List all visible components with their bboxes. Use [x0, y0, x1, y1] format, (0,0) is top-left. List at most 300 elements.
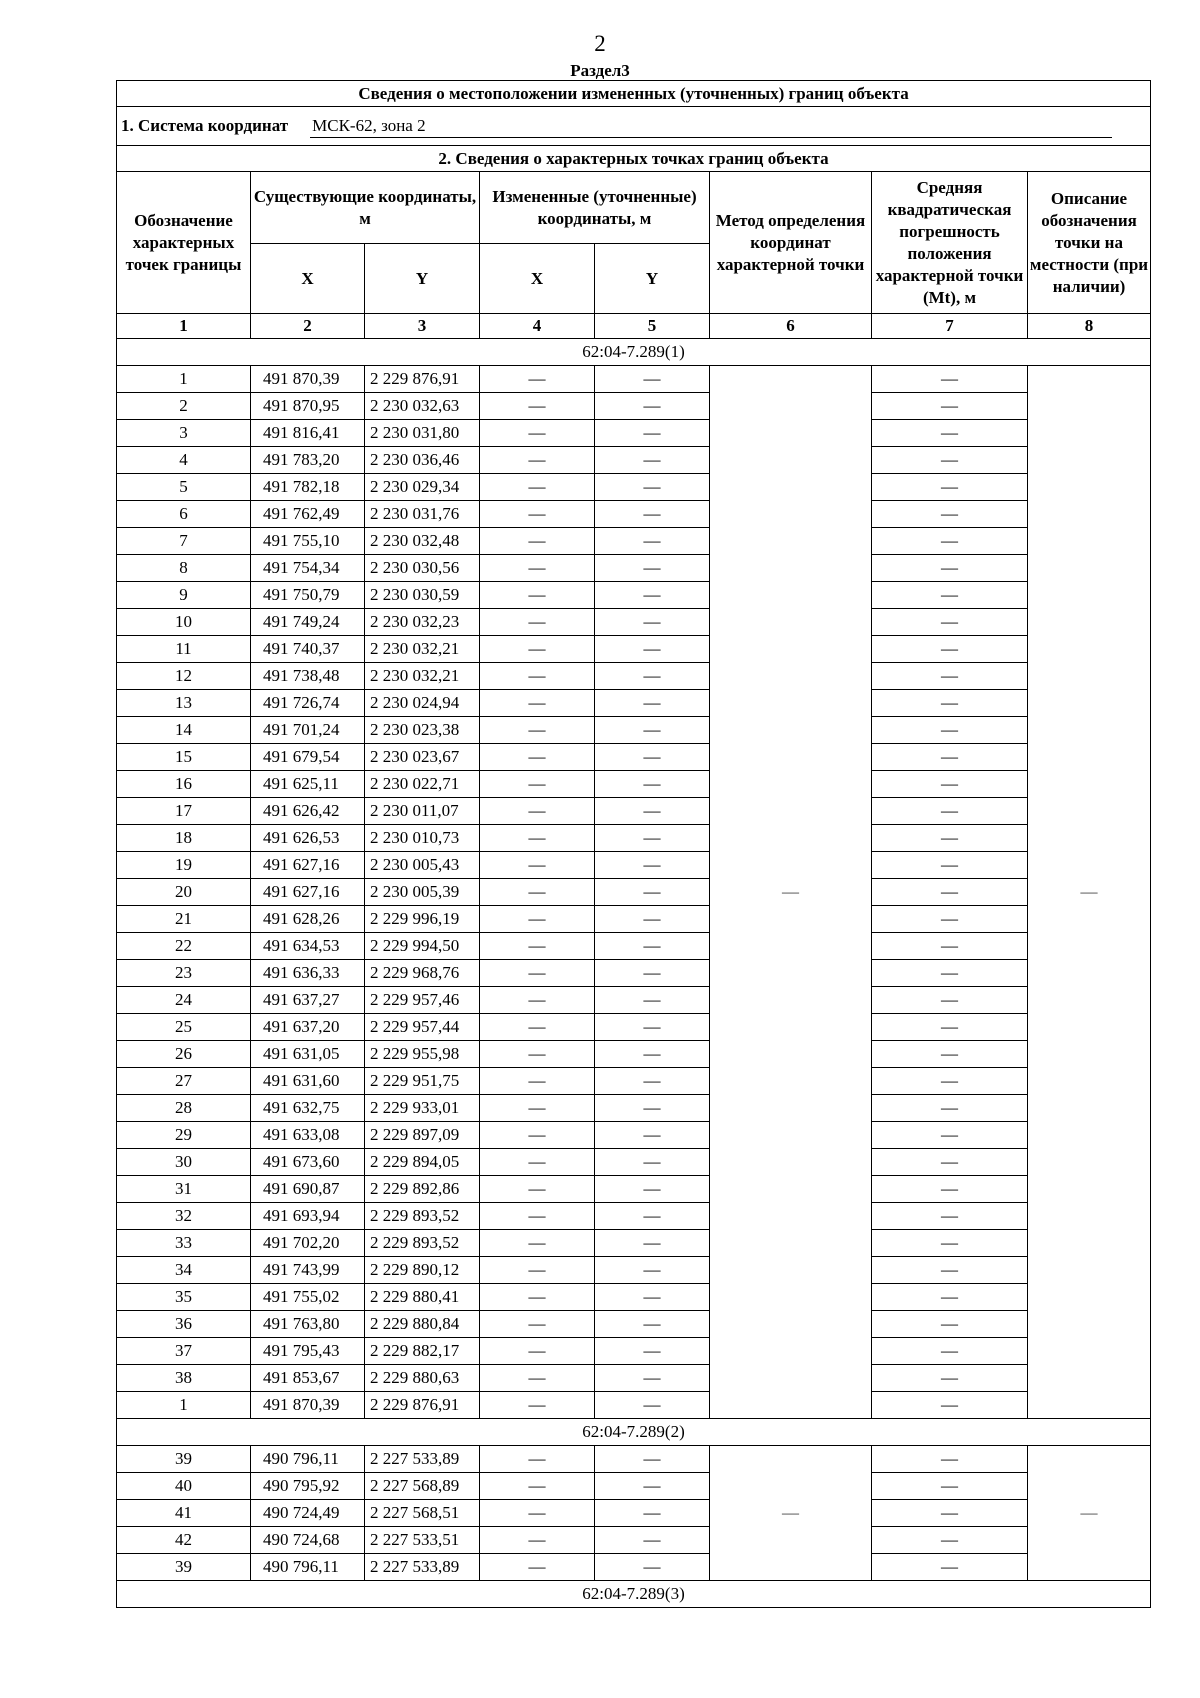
error-cell: — [872, 1473, 1028, 1500]
table-row [117, 474, 1151, 501]
existing-x: 491 702,20 [251, 1230, 365, 1257]
error-cell: — [872, 798, 1028, 825]
method-cell: — [710, 366, 872, 1419]
point-number: 27 [117, 1068, 251, 1095]
table-row [117, 582, 1151, 609]
changed-y: — [595, 933, 710, 960]
group-row [117, 1419, 1151, 1446]
existing-x: 491 750,79 [251, 582, 365, 609]
changed-y: — [595, 744, 710, 771]
table-row [117, 528, 1151, 555]
existing-x: 491 631,60 [251, 1068, 365, 1095]
existing-x: 491 626,42 [251, 798, 365, 825]
table-row [117, 393, 1151, 420]
table-row [117, 906, 1151, 933]
changed-y: — [595, 474, 710, 501]
point-number: 13 [117, 690, 251, 717]
header-changed-coords: Измененные (уточненные) координаты, м [480, 172, 710, 244]
existing-y: 2 229 893,52 [365, 1230, 480, 1257]
existing-x: 490 795,92 [251, 1473, 365, 1500]
existing-x: 491 627,16 [251, 879, 365, 906]
changed-x: — [480, 960, 595, 987]
error-cell: — [872, 582, 1028, 609]
table-body [117, 339, 1151, 1608]
changed-x: — [480, 1473, 595, 1500]
page-number: 2 [594, 31, 606, 56]
col-number: 3 [365, 314, 480, 339]
changed-x: — [480, 1392, 595, 1419]
point-number: 25 [117, 1014, 251, 1041]
error-cell: — [872, 1500, 1028, 1527]
existing-x: 491 632,75 [251, 1095, 365, 1122]
error-cell: — [872, 447, 1028, 474]
changed-y: — [595, 1554, 710, 1581]
error-cell: — [872, 1392, 1028, 1419]
changed-y: — [595, 1041, 710, 1068]
point-number: 31 [117, 1176, 251, 1203]
point-number: 4 [117, 447, 251, 474]
changed-x: — [480, 1041, 595, 1068]
error-cell: — [872, 555, 1028, 582]
changed-y: — [595, 1176, 710, 1203]
existing-y: 2 230 032,23 [365, 609, 480, 636]
changed-x: — [480, 798, 595, 825]
point-number: 26 [117, 1041, 251, 1068]
error-cell: — [872, 1149, 1028, 1176]
changed-x: — [480, 987, 595, 1014]
table-row [117, 663, 1151, 690]
table-row [117, 501, 1151, 528]
changed-y: — [595, 1014, 710, 1041]
table-row [117, 717, 1151, 744]
header-error: Средняя квадратическая погрешность положения характерной точки (Mt), м [872, 172, 1028, 314]
table-row [117, 1095, 1151, 1122]
col-number: 4 [480, 314, 595, 339]
error-cell: — [872, 717, 1028, 744]
error-cell: — [872, 744, 1028, 771]
point-number: 32 [117, 1203, 251, 1230]
changed-y: — [595, 690, 710, 717]
table-row [117, 1149, 1151, 1176]
table-row [117, 987, 1151, 1014]
table-row [117, 933, 1151, 960]
existing-y: 2 230 005,39 [365, 879, 480, 906]
existing-x: 491 763,80 [251, 1311, 365, 1338]
existing-y: 2 230 010,73 [365, 825, 480, 852]
existing-y: 2 230 029,34 [365, 474, 480, 501]
error-cell: — [872, 852, 1028, 879]
changed-y: — [595, 717, 710, 744]
table-row [117, 1338, 1151, 1365]
point-number: 40 [117, 1473, 251, 1500]
changed-y: — [595, 1446, 710, 1473]
changed-y: — [595, 1365, 710, 1392]
changed-x: — [480, 1311, 595, 1338]
point-number: 23 [117, 960, 251, 987]
error-cell: — [872, 501, 1028, 528]
header-existing-y: Y [365, 244, 480, 314]
changed-x: — [480, 906, 595, 933]
table-row [117, 879, 1151, 906]
error-cell: — [872, 393, 1028, 420]
changed-y: — [595, 906, 710, 933]
existing-x: 491 738,48 [251, 663, 365, 690]
existing-x: 491 755,02 [251, 1284, 365, 1311]
existing-y: 2 230 011,07 [365, 798, 480, 825]
existing-x: 491 625,11 [251, 771, 365, 798]
point-number: 41 [117, 1500, 251, 1527]
table-row [117, 1176, 1151, 1203]
changed-x: — [480, 1095, 595, 1122]
changed-x: — [480, 744, 595, 771]
subsection-title: 2. Сведения о характерных точках границ объекта [117, 146, 1151, 172]
changed-y: — [595, 1257, 710, 1284]
existing-y: 2 229 880,63 [365, 1365, 480, 1392]
point-number: 21 [117, 906, 251, 933]
existing-y: 2 230 032,21 [365, 663, 480, 690]
existing-x: 491 634,53 [251, 933, 365, 960]
existing-y: 2 227 533,89 [365, 1446, 480, 1473]
table-row [117, 1257, 1151, 1284]
existing-x: 491 673,60 [251, 1149, 365, 1176]
error-cell: — [872, 1041, 1028, 1068]
header-changed-x: X [480, 244, 595, 314]
existing-y: 2 229 951,75 [365, 1068, 480, 1095]
existing-x: 491 693,94 [251, 1203, 365, 1230]
existing-x: 491 783,20 [251, 447, 365, 474]
error-cell: — [872, 960, 1028, 987]
error-cell: — [872, 1338, 1028, 1365]
existing-y: 2 229 957,46 [365, 987, 480, 1014]
error-cell: — [872, 825, 1028, 852]
group-row [117, 339, 1151, 366]
changed-y: — [595, 582, 710, 609]
error-cell: — [872, 1365, 1028, 1392]
point-number: 37 [117, 1338, 251, 1365]
existing-y: 2 230 023,67 [365, 744, 480, 771]
existing-y: 2 229 893,52 [365, 1203, 480, 1230]
method-cell: — [710, 1446, 872, 1581]
col-number: 5 [595, 314, 710, 339]
existing-x: 490 724,49 [251, 1500, 365, 1527]
existing-y: 2 229 955,98 [365, 1041, 480, 1068]
existing-x: 491 631,05 [251, 1041, 365, 1068]
error-cell: — [872, 771, 1028, 798]
existing-y: 2 227 533,51 [365, 1527, 480, 1554]
error-cell: — [872, 420, 1028, 447]
point-number: 28 [117, 1095, 251, 1122]
point-number: 42 [117, 1527, 251, 1554]
existing-y: 2 230 031,80 [365, 420, 480, 447]
group-name: 62:04-7.289(2) [117, 1419, 1151, 1446]
error-cell: — [872, 366, 1028, 393]
changed-x: — [480, 609, 595, 636]
point-number: 39 [117, 1446, 251, 1473]
existing-x: 490 724,68 [251, 1527, 365, 1554]
changed-x: — [480, 1554, 595, 1581]
changed-y: — [595, 1122, 710, 1149]
point-number: 18 [117, 825, 251, 852]
changed-y: — [595, 555, 710, 582]
coord-system-label: 1. Система координат [121, 115, 289, 135]
table-row [117, 1203, 1151, 1230]
point-number: 1 [117, 366, 251, 393]
changed-x: — [480, 1230, 595, 1257]
existing-x: 491 782,18 [251, 474, 365, 501]
existing-y: 2 230 023,38 [365, 717, 480, 744]
existing-x: 491 626,53 [251, 825, 365, 852]
existing-x: 490 796,11 [251, 1446, 365, 1473]
table-row [117, 744, 1151, 771]
changed-x: — [480, 366, 595, 393]
table-row [117, 1527, 1151, 1554]
existing-x: 491 762,49 [251, 501, 365, 528]
changed-y: — [595, 609, 710, 636]
changed-x: — [480, 393, 595, 420]
existing-x: 491 636,33 [251, 960, 365, 987]
table-row [117, 1041, 1151, 1068]
table-row [117, 1365, 1151, 1392]
error-cell: — [872, 636, 1028, 663]
error-cell: — [872, 879, 1028, 906]
changed-x: — [480, 420, 595, 447]
changed-x: — [480, 501, 595, 528]
changed-y: — [595, 1203, 710, 1230]
table-row [117, 825, 1151, 852]
group-name: 62:04-7.289(3) [117, 1581, 1151, 1608]
table-row [117, 366, 1151, 393]
changed-y: — [595, 771, 710, 798]
existing-y: 2 227 568,51 [365, 1500, 480, 1527]
existing-x: 491 755,10 [251, 528, 365, 555]
boundary-table [116, 80, 1151, 1608]
existing-x: 491 816,41 [251, 420, 365, 447]
col-number: 8 [1028, 314, 1151, 339]
changed-y: — [595, 1338, 710, 1365]
description-cell: — [1028, 366, 1151, 1419]
error-cell: — [872, 1554, 1028, 1581]
existing-y: 2 230 005,43 [365, 852, 480, 879]
table-row [117, 1122, 1151, 1149]
point-number: 11 [117, 636, 251, 663]
changed-y: — [595, 636, 710, 663]
existing-x: 491 637,27 [251, 987, 365, 1014]
changed-y: — [595, 1230, 710, 1257]
table-row [117, 1014, 1151, 1041]
changed-x: — [480, 1122, 595, 1149]
changed-y: — [595, 528, 710, 555]
changed-x: — [480, 555, 595, 582]
table-row [117, 1554, 1151, 1581]
error-cell: — [872, 1122, 1028, 1149]
description-cell: — [1028, 1446, 1151, 1581]
changed-y: — [595, 1527, 710, 1554]
table-row [117, 555, 1151, 582]
error-cell: — [872, 1527, 1028, 1554]
existing-x: 491 743,99 [251, 1257, 365, 1284]
table-row [117, 1500, 1151, 1527]
changed-y: — [595, 960, 710, 987]
table-row [117, 420, 1151, 447]
changed-x: — [480, 636, 595, 663]
existing-y: 2 227 568,89 [365, 1473, 480, 1500]
changed-x: — [480, 825, 595, 852]
changed-x: — [480, 1338, 595, 1365]
changed-y: — [595, 1095, 710, 1122]
table-row [117, 1392, 1151, 1419]
changed-y: — [595, 1311, 710, 1338]
table-row [117, 1230, 1151, 1257]
changed-y: — [595, 1473, 710, 1500]
existing-x: 491 627,16 [251, 852, 365, 879]
existing-y: 2 230 032,48 [365, 528, 480, 555]
table-row [117, 1284, 1151, 1311]
point-number: 12 [117, 663, 251, 690]
header-existing-x: X [251, 244, 365, 314]
existing-y: 2 229 968,76 [365, 960, 480, 987]
existing-x: 491 870,39 [251, 1392, 365, 1419]
existing-x: 491 633,08 [251, 1122, 365, 1149]
changed-y: — [595, 663, 710, 690]
changed-x: — [480, 1446, 595, 1473]
changed-x: — [480, 474, 595, 501]
changed-x: — [480, 528, 595, 555]
point-number: 24 [117, 987, 251, 1014]
existing-x: 491 637,20 [251, 1014, 365, 1041]
point-number: 5 [117, 474, 251, 501]
existing-y: 2 229 894,05 [365, 1149, 480, 1176]
existing-x: 491 679,54 [251, 744, 365, 771]
point-number: 33 [117, 1230, 251, 1257]
changed-x: — [480, 1284, 595, 1311]
error-cell: — [872, 1176, 1028, 1203]
table-row [117, 1473, 1151, 1500]
changed-y: — [595, 501, 710, 528]
changed-y: — [595, 420, 710, 447]
existing-y: 2 229 876,91 [365, 1392, 480, 1419]
changed-x: — [480, 1527, 595, 1554]
header-description: Описание обозначения точки на местности (при наличии) [1028, 172, 1151, 314]
table-row [117, 690, 1151, 717]
point-number: 34 [117, 1257, 251, 1284]
existing-y: 2 229 996,19 [365, 906, 480, 933]
existing-y: 2 230 030,56 [365, 555, 480, 582]
error-cell: — [872, 690, 1028, 717]
error-cell: — [872, 663, 1028, 690]
existing-y: 2 229 897,09 [365, 1122, 480, 1149]
existing-x: 491 690,87 [251, 1176, 365, 1203]
point-number: 16 [117, 771, 251, 798]
group-row [117, 1581, 1151, 1608]
table-title: Сведения о местоположении измененных (уточненных) границ объекта [117, 81, 1151, 107]
changed-x: — [480, 447, 595, 474]
existing-x: 491 853,67 [251, 1365, 365, 1392]
changed-x: — [480, 1257, 595, 1284]
changed-y: — [595, 1392, 710, 1419]
existing-y: 2 230 031,76 [365, 501, 480, 528]
existing-x: 491 701,24 [251, 717, 365, 744]
changed-x: — [480, 717, 595, 744]
point-number: 2 [117, 393, 251, 420]
existing-y: 2 229 994,50 [365, 933, 480, 960]
error-cell: — [872, 1203, 1028, 1230]
error-cell: — [872, 906, 1028, 933]
error-cell: — [872, 609, 1028, 636]
point-number: 9 [117, 582, 251, 609]
changed-x: — [480, 663, 595, 690]
existing-y: 2 230 022,71 [365, 771, 480, 798]
changed-y: — [595, 447, 710, 474]
point-number: 7 [117, 528, 251, 555]
existing-y: 2 230 036,46 [365, 447, 480, 474]
table-row [117, 1311, 1151, 1338]
changed-x: — [480, 1068, 595, 1095]
changed-y: — [595, 393, 710, 420]
changed-y: — [595, 987, 710, 1014]
changed-x: — [480, 690, 595, 717]
point-number: 39 [117, 1554, 251, 1581]
existing-y: 2 229 880,84 [365, 1311, 480, 1338]
error-cell: — [872, 933, 1028, 960]
changed-y: — [595, 879, 710, 906]
changed-x: — [480, 1500, 595, 1527]
changed-y: — [595, 852, 710, 879]
error-cell: — [872, 1284, 1028, 1311]
existing-x: 491 749,24 [251, 609, 365, 636]
point-number: 17 [117, 798, 251, 825]
col-number: 2 [251, 314, 365, 339]
point-number: 38 [117, 1365, 251, 1392]
existing-x: 491 754,34 [251, 555, 365, 582]
col-number: 7 [872, 314, 1028, 339]
existing-x: 491 795,43 [251, 1338, 365, 1365]
table-row [117, 771, 1151, 798]
changed-x: — [480, 879, 595, 906]
error-cell: — [872, 474, 1028, 501]
existing-y: 2 229 933,01 [365, 1095, 480, 1122]
error-cell: — [872, 1095, 1028, 1122]
error-cell: — [872, 528, 1028, 555]
existing-y: 2 230 024,94 [365, 690, 480, 717]
point-number: 15 [117, 744, 251, 771]
existing-y: 2 230 032,21 [365, 636, 480, 663]
point-number: 6 [117, 501, 251, 528]
existing-y: 2 229 880,41 [365, 1284, 480, 1311]
error-cell: — [872, 1068, 1028, 1095]
group-name: 62:04-7.289(1) [117, 339, 1151, 366]
table-row [117, 1446, 1151, 1473]
header-point-designation: Обозначение характерных точек границы [117, 172, 251, 314]
point-number: 1 [117, 1392, 251, 1419]
existing-x: 491 628,26 [251, 906, 365, 933]
point-number: 10 [117, 609, 251, 636]
changed-x: — [480, 771, 595, 798]
changed-x: — [480, 1203, 595, 1230]
existing-y: 2 230 030,59 [365, 582, 480, 609]
existing-x: 491 740,37 [251, 636, 365, 663]
point-number: 19 [117, 852, 251, 879]
table-row [117, 1068, 1151, 1095]
error-cell: — [872, 1446, 1028, 1473]
point-number: 3 [117, 420, 251, 447]
changed-x: — [480, 933, 595, 960]
changed-x: — [480, 582, 595, 609]
point-number: 35 [117, 1284, 251, 1311]
existing-x: 490 796,11 [251, 1554, 365, 1581]
point-number: 30 [117, 1149, 251, 1176]
changed-x: — [480, 1365, 595, 1392]
point-number: 36 [117, 1311, 251, 1338]
